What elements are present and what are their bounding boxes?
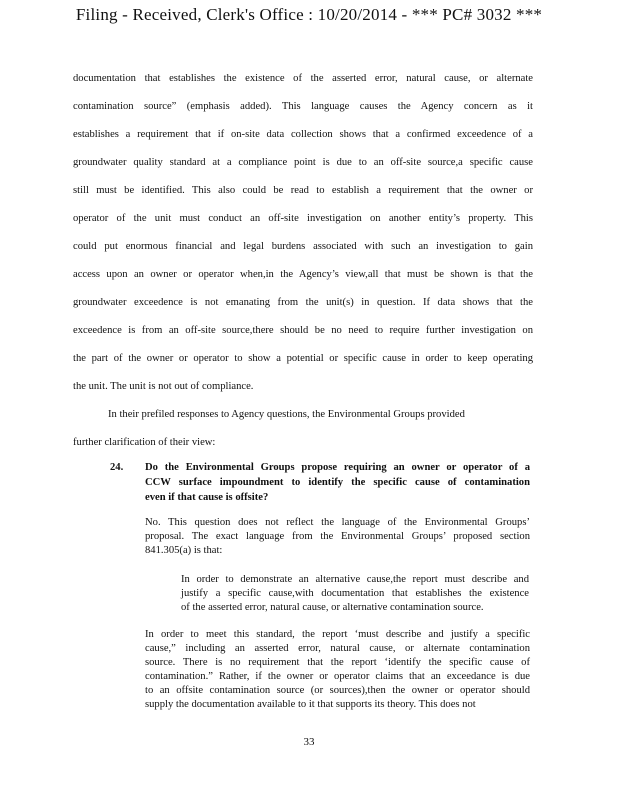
question-line: Do the Environmental Groups propose requiring an owner or operator of a	[145, 462, 530, 473]
text-line: groundwater quality standard at a compliance point is due to an off-site source,a specific cause	[73, 157, 533, 168]
text-line: to an offsite contamination source (or sources),then the owner or operator should	[145, 685, 530, 696]
text-line: groundwater exceedence is not emanating from the unit(s) in question. If data shows that the	[73, 297, 533, 308]
text-line: source. There is no requirement that the report ‘identify the specific cause of	[145, 657, 530, 668]
text-line: the part of the owner or operator to show a potential or specific cause in order to keep operating	[73, 353, 533, 364]
text-line: justify a specific cause,with documentation that establishes the existence	[181, 588, 529, 599]
text-line: contamination.” Rather, if the owner or operator claims that an exceedance is due	[145, 671, 530, 682]
text-line: could put enormous financial and legal burdens associated with such an investigation to gain	[73, 241, 533, 252]
text-line: contamination source” (emphasis added). This language causes the Agency concern as it	[73, 101, 533, 112]
page-number: 33	[303, 736, 315, 748]
text-line: cause,” including an asserted error, natural cause, or alternate contamination	[145, 643, 530, 654]
question-number: 24.	[110, 462, 124, 473]
text-line: establishes a requirement that if on-site data collection shows that a confirmed exceedence of a	[73, 129, 533, 140]
text-line: proposal. The exact language from the Environmental Groups’ proposed section	[145, 531, 530, 542]
text-line: In order to demonstrate an alternative cause,the report must describe and	[181, 574, 529, 585]
text-line: No. This question does not reflect the language of the Environmental Groups’	[145, 517, 530, 528]
question-line: CCW surface impoundment to identify the specific cause of contamination	[145, 477, 530, 488]
text-line: of the asserted error, natural cause, or alternative contamination source.	[181, 602, 484, 613]
text-line: In order to meet this standard, the report ‘must describe and justify a specific	[145, 629, 530, 640]
text-line: supply the documentation available to it that supports its theory. This does not	[145, 699, 476, 710]
text-line: operator of the unit must conduct an off-site investigation on another entity’s property. This	[73, 213, 533, 224]
filing-header: Filing - Received, Clerk's Office : 10/20/2014 - *** PC# 3032 ***	[75, 5, 543, 24]
text-line: still must be identified. This also could be read to establish a requirement that the owner or	[73, 185, 533, 196]
text-line: documentation that establishes the existence of the asserted error, natural cause, or alternate	[73, 73, 533, 84]
text-line: exceedence is from an off-site source,there should be no need to require further investigation on	[73, 325, 533, 336]
text-line: further clarification of their view:	[73, 437, 216, 448]
text-line: 841.305(a) is that:	[145, 545, 223, 556]
text-line: access upon an owner or operator when,in the Agency’s view,all that must be shown is that the	[73, 269, 533, 280]
text-line: the unit. The unit is not out of compliance.	[73, 381, 254, 392]
question-line: even if that cause is offsite?	[145, 492, 269, 503]
text-line: In their prefiled responses to Agency questions, the Environmental Groups provided	[108, 409, 465, 420]
